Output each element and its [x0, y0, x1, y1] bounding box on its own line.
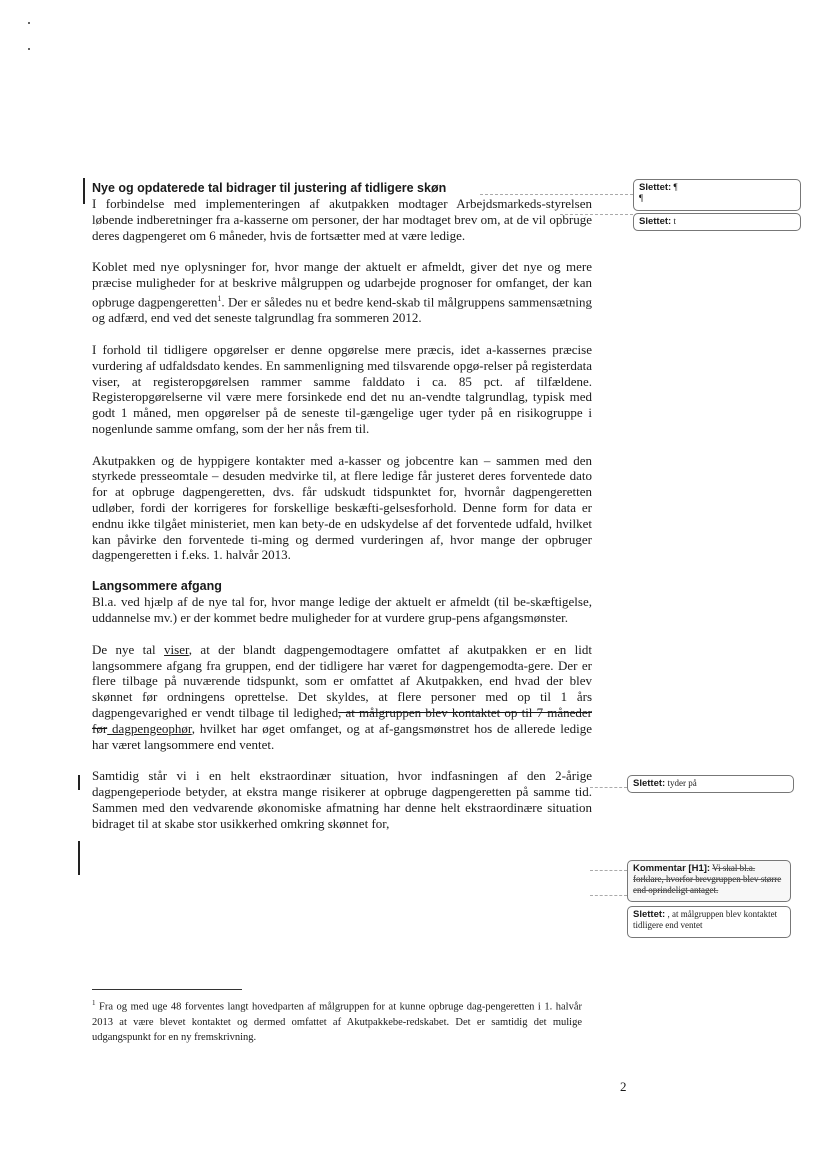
paragraph-text: , hvilket har øget omfanget, og at af-gangsmønstret hos de allerede ledige har været langsommere end ventet. — [92, 720, 592, 752]
comment-label: Kommentar [H1]: — [633, 863, 711, 874]
inserted-text[interactable]: dagpengeophør — [107, 720, 192, 736]
change-bar — [83, 178, 85, 204]
deleted-text[interactable]: , at målgruppen blev kontaktet op til 7 måneder før — [92, 705, 592, 736]
paragraph-text: De nye tal — [92, 641, 165, 657]
footnote-text: Fra og med uge 48 forventes langt hovedparten af målgruppen for at kunne opbruge dag-pengeretten i 1. halvår 2013 at være blevet kontaktet og dermed omfattet af Akutpakkebe-redskabet. Det er samtidig det mulige udgangspunkt for en ny fremskrivning. — [92, 1001, 583, 1043]
paragraph: I forhold til tidligere opgørelser er denne opgørelse mere præcis, idet a-kassernes præcise vurdering af udfaldsdato kendes. En sammenligning med tilsvarende opgø-relser på registerdata viser, at registeropgørelsen rammer samme falddato i ca. 85 pct. af tilfældene. Registeropgørelserne vil være mere forsinkede end det nu an-vendte talgrundlag, typisk med godt 1 måned, men opgørelser på de seneste til-gængelige uger tyder på en risikogruppe i nogenlunde samme omfang, som der her nås frem til. — [92, 341, 592, 436]
scan-speck — [28, 48, 30, 50]
balloon-text: ¶ — [639, 193, 644, 203]
balloon-text: , at målgruppen blev kontaktet tidligere end ventet — [633, 909, 778, 930]
balloon-label: Slettet: — [633, 778, 666, 789]
footnote-separator — [92, 989, 242, 990]
comment-balloon[interactable] — [627, 860, 791, 902]
section-heading-slower-exit: Langsommere afgang — [92, 579, 222, 594]
page-number: 2 — [620, 1079, 627, 1094]
footnote-number: 1 — [92, 999, 96, 1007]
balloon-label: Slettet: — [639, 216, 672, 227]
deletion-balloon[interactable] — [633, 213, 801, 231]
change-bar — [78, 841, 80, 875]
balloon-leader-line — [560, 214, 633, 215]
balloon-label: Slettet: — [639, 182, 672, 193]
paragraph-tracked-changes — [92, 642, 592, 753]
balloon-leader-line — [590, 870, 627, 871]
page-body — [92, 181, 592, 832]
footnote-reference[interactable]: 1 — [217, 293, 222, 303]
balloon-label: Slettet: — [633, 909, 666, 920]
scan-speck — [28, 22, 30, 24]
paragraph-text: Koblet med nye oplysninger for, hvor mange der aktuelt er afmeldt, giver det nye og mere præcise muligheder for at beskrive målgruppen og udarbejde prognoser for omfanget, der kan opbruge dagpengeretten — [92, 259, 592, 310]
section-heading-new-figures: Nye og opdaterede tal bidrager til justering af tidligere skøn — [92, 181, 447, 195]
balloon-leader-line — [480, 194, 633, 195]
balloon-text: tyder på — [667, 778, 697, 788]
change-bar — [78, 775, 80, 790]
paragraph-text: . Der er således nu et bedre kend-skab til målgruppens sammensætning og adfærd, end ved det seneste talgrundlag fra sommeren 2012. — [92, 294, 592, 326]
paragraph-text: , at der blandt dagpengemodtagere omfattet af akutpakken er en lidt langsommere afgang fra gruppen, end der tidligere har været for dagpengemodta-gere. Der er flere tilbage på nuværende tidspunkt, som er omfattet af Akutpakken, end hvad der blev skønnet før ordningens oprettelse. Det skyldes, at flere personer med op til 1 års dagpengevarighed er vendt tilbage til ledighed — [92, 641, 592, 721]
footnote — [92, 996, 582, 1045]
balloon-text: t — [673, 216, 676, 226]
comment-text: Vi skal bl.a. forklare, hvorfor brevgruppen blev større end oprindeligt antaget. — [633, 863, 782, 895]
inserted-text[interactable]: viser — [164, 641, 189, 657]
deletion-balloon[interactable] — [627, 775, 794, 793]
paragraph: Akutpakken og de hyppigere kontakter med a-kasser og jobcentre kan – sammen med den styrkede presseomtale – desuden medvirke til, at flere ledige får justeret deres forventede dato for at opbruge dagpengeretten, dvs. får udskudt tidspunktet for, hvornår dagpengeretten udløber, fordi der korrigeres for forskellige beskæfti-gelsesforhold. Denne form for data er endnu ikke tilgået ministeriet, men kan bety-de en udskydelse af det forventede udfald, hvilket kan påvirke den forventede ti-ming og dermed vurderingen af, hvor mange der opbruger dagpengeretten i f.eks. 1. halvår 2013. — [92, 452, 592, 563]
balloon-text: ¶ — [673, 182, 678, 192]
paragraph — [92, 259, 592, 326]
deletion-balloon[interactable] — [627, 906, 791, 938]
paragraph: Samtidig står vi i en helt ekstraordinær situation, hvor indfasningen af den 2-årige dagpengeperiode betyder, at ekstra mange risikerer at opbruge dagpengeretten på samme tid. Sammen med den vedvarende økonomiske afmatning har denne helt ekstraordinære situation bidraget til at skabe stor usikkerhed omkring skønnet for, — [92, 768, 592, 831]
paragraph: I forbindelse med implementeringen af akutpakken modtager Arbejdsmarkeds-styrelsen løbende indberetninger fra a-kasserne om personer, der har modtaget brev om, at de vil opbruge deres dagpengeret om 6 måneder, hvis de fortsætter med at være ledige. — [92, 196, 592, 243]
balloon-leader-line — [590, 787, 627, 788]
deletion-balloon[interactable] — [633, 179, 801, 211]
balloon-leader-line — [590, 895, 627, 896]
paragraph: Bl.a. ved hjælp af de nye tal for, hvor mange ledige der aktuelt er afmeldt (til be-skæftigelse, uddannelse mv.) er der kommet bedre muligheder for at vurdere grup-pens afgangsmønster. — [92, 594, 592, 626]
